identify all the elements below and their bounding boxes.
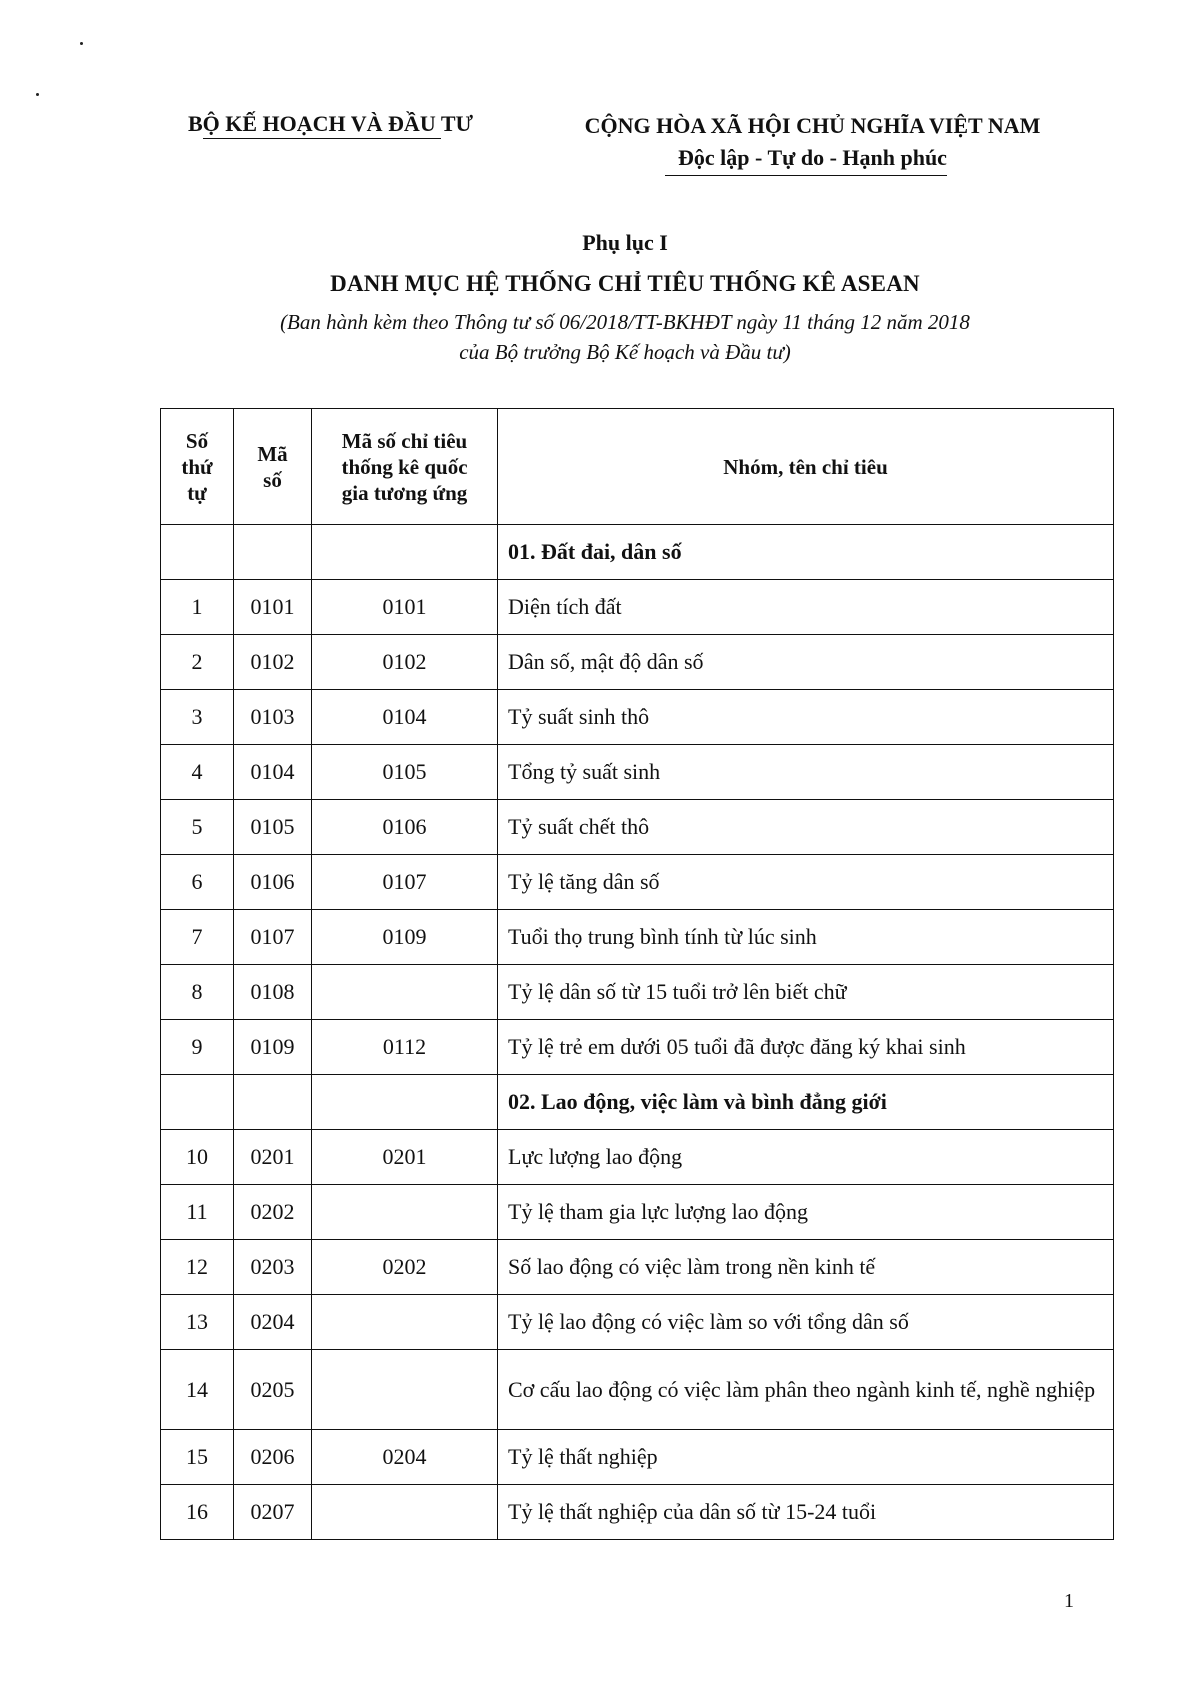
appendix-label: Phụ lục I <box>582 230 668 255</box>
cell-indicator-name: Tỷ lệ thất nghiệp của dân số từ 15-24 tuổi <box>498 1485 1114 1540</box>
cell-indicator-name: Lực lượng lao động <box>498 1130 1114 1185</box>
page-number: 1 <box>1064 1590 1074 1612</box>
table-row <box>161 855 1114 910</box>
cell-national-code: 0107 <box>312 855 498 910</box>
cell-national-code <box>312 1485 498 1540</box>
subtitle <box>150 307 1100 367</box>
cell-indicator-name: Diện tích đất <box>498 580 1114 635</box>
cell-code: 0203 <box>234 1240 312 1295</box>
scan-speck <box>36 93 39 96</box>
cell-indicator-name: Tuổi thọ trung bình tính từ lúc sinh <box>498 910 1114 965</box>
cell-code: 0205 <box>234 1350 312 1430</box>
cell-national-code: 0102 <box>312 635 498 690</box>
table-row <box>161 800 1114 855</box>
cell-national-code <box>312 1075 498 1130</box>
cell-code: 0102 <box>234 635 312 690</box>
cell-stt: 9 <box>161 1020 234 1075</box>
national-header <box>535 110 1090 174</box>
cell-code: 0109 <box>234 1020 312 1075</box>
cell-indicator-name: Dân số, mật độ dân số <box>498 635 1114 690</box>
cell-code: 0108 <box>234 965 312 1020</box>
table-row <box>161 1185 1114 1240</box>
ministry-name: BỘ KẾ HOẠCH VÀ ĐẦU TƯ <box>187 111 473 136</box>
cell-stt: 8 <box>161 965 234 1020</box>
national-motto: Độc lập - Tự do - Hạnh phúc <box>678 145 947 170</box>
cell-stt <box>161 525 234 580</box>
cell-national-code: 0204 <box>312 1430 498 1485</box>
cell-code: 0103 <box>234 690 312 745</box>
cell-code <box>234 525 312 580</box>
cell-national-code: 0201 <box>312 1130 498 1185</box>
header-national-code: Mã số chỉ tiêu thống kê quốc gia tương ứng <box>312 409 498 525</box>
table-row <box>161 580 1114 635</box>
cell-national-code <box>312 1350 498 1430</box>
title-block <box>150 228 1100 367</box>
table-row <box>161 965 1114 1020</box>
cell-national-code <box>312 525 498 580</box>
cell-code: 0201 <box>234 1130 312 1185</box>
ministry-underline <box>203 138 441 139</box>
table-row <box>161 635 1114 690</box>
motto-underline <box>665 175 947 176</box>
cell-national-code <box>312 1295 498 1350</box>
table-row <box>161 1485 1114 1540</box>
header-code: Mã số <box>234 409 312 525</box>
header-stt: Số thứ tự <box>161 409 234 525</box>
cell-stt: 2 <box>161 635 234 690</box>
cell-national-code: 0202 <box>312 1240 498 1295</box>
cell-stt <box>161 1075 234 1130</box>
table-row <box>161 910 1114 965</box>
cell-indicator-name: Tỷ lệ trẻ em dưới 05 tuổi đã được đăng ký khai sinh <box>498 1020 1114 1075</box>
group-row <box>161 1075 1114 1130</box>
header-indicator-name: Nhóm, tên chỉ tiêu <box>498 409 1114 525</box>
table-body <box>161 525 1114 1540</box>
subtitle-line: của Bộ trưởng Bộ Kế hoạch và Đầu tư) <box>459 340 791 364</box>
cell-indicator-name: Tỷ lệ dân số từ 15 tuổi trở lên biết chữ <box>498 965 1114 1020</box>
cell-stt: 6 <box>161 855 234 910</box>
group-title: 01. Đất đai, dân số <box>498 525 1114 580</box>
table-row <box>161 1350 1114 1430</box>
subtitle-line: (Ban hành kèm theo Thông tư số 06/2018/TT-BKHĐT ngày 11 tháng 12 năm 2018 <box>280 310 970 334</box>
cell-national-code: 0106 <box>312 800 498 855</box>
table-row <box>161 1020 1114 1075</box>
table-row <box>161 1130 1114 1185</box>
cell-indicator-name: Tổng tỷ suất sinh <box>498 745 1114 800</box>
group-row <box>161 525 1114 580</box>
document-title: DANH MỤC HỆ THỐNG CHỈ TIÊU THỐNG KÊ ASEAN <box>330 271 920 296</box>
table-row <box>161 690 1114 745</box>
cell-stt: 13 <box>161 1295 234 1350</box>
table-row <box>161 1240 1114 1295</box>
cell-stt: 15 <box>161 1430 234 1485</box>
cell-code: 0202 <box>234 1185 312 1240</box>
cell-indicator-name: Cơ cấu lao động có việc làm phân theo ngành kinh tế, nghề nghiệp <box>498 1350 1114 1430</box>
cell-national-code <box>312 965 498 1020</box>
cell-stt: 5 <box>161 800 234 855</box>
table-row <box>161 1430 1114 1485</box>
cell-code <box>234 1075 312 1130</box>
cell-stt: 10 <box>161 1130 234 1185</box>
cell-code: 0101 <box>234 580 312 635</box>
country-name: CỘNG HÒA XÃ HỘI CHỦ NGHĨA VIỆT NAM <box>584 113 1041 138</box>
table-header-row <box>161 409 1114 525</box>
cell-national-code: 0112 <box>312 1020 498 1075</box>
cell-code: 0206 <box>234 1430 312 1485</box>
cell-code: 0104 <box>234 745 312 800</box>
table-row <box>161 1295 1114 1350</box>
cell-indicator-name: Tỷ suất sinh thô <box>498 690 1114 745</box>
cell-stt: 3 <box>161 690 234 745</box>
cell-national-code <box>312 1185 498 1240</box>
cell-indicator-name: Tỷ lệ tham gia lực lượng lao động <box>498 1185 1114 1240</box>
cell-indicator-name: Tỷ suất chết thô <box>498 800 1114 855</box>
cell-national-code: 0101 <box>312 580 498 635</box>
cell-stt: 1 <box>161 580 234 635</box>
scan-speck <box>80 42 83 45</box>
cell-indicator-name: Tỷ lệ lao động có việc làm so với tổng dân số <box>498 1295 1114 1350</box>
cell-stt: 16 <box>161 1485 234 1540</box>
indicator-table <box>160 408 1114 1540</box>
table-row <box>161 745 1114 800</box>
cell-national-code: 0105 <box>312 745 498 800</box>
cell-stt: 12 <box>161 1240 234 1295</box>
cell-stt: 11 <box>161 1185 234 1240</box>
cell-indicator-name: Tỷ lệ thất nghiệp <box>498 1430 1114 1485</box>
cell-stt: 4 <box>161 745 234 800</box>
cell-code: 0207 <box>234 1485 312 1540</box>
group-title: 02. Lao động, việc làm và bình đẳng giới <box>498 1075 1114 1130</box>
cell-national-code: 0109 <box>312 910 498 965</box>
cell-code: 0106 <box>234 855 312 910</box>
cell-stt: 7 <box>161 910 234 965</box>
cell-code: 0107 <box>234 910 312 965</box>
cell-indicator-name: Số lao động có việc làm trong nền kinh tế <box>498 1240 1114 1295</box>
cell-code: 0204 <box>234 1295 312 1350</box>
cell-indicator-name: Tỷ lệ tăng dân số <box>498 855 1114 910</box>
cell-code: 0105 <box>234 800 312 855</box>
cell-stt: 14 <box>161 1350 234 1430</box>
cell-national-code: 0104 <box>312 690 498 745</box>
